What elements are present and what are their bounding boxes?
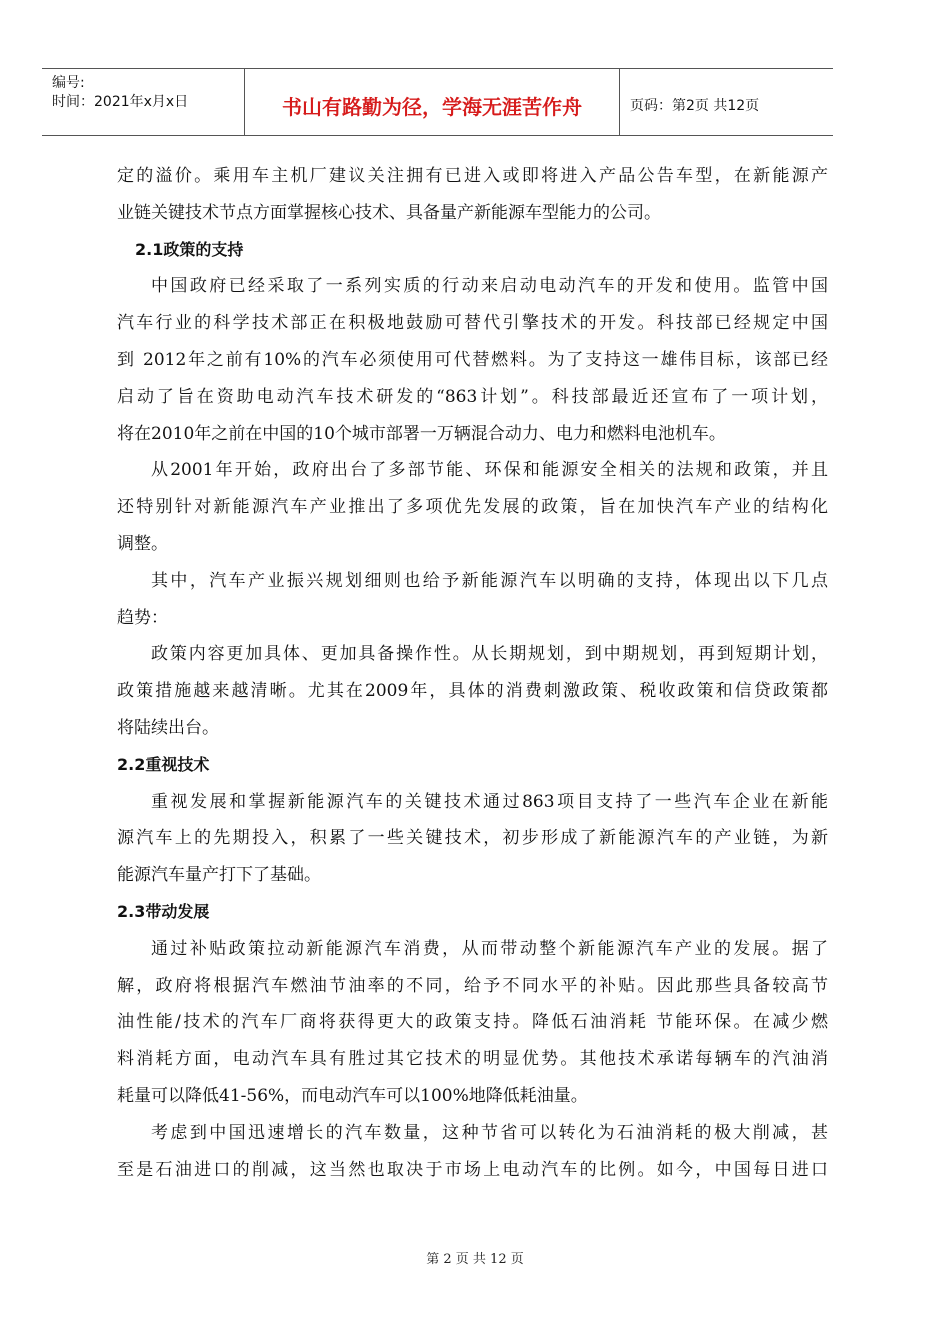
body-text-line: 调整。	[117, 533, 168, 554]
header-motto: 书山有路勤为径，学海无涯苦作舟	[282, 95, 582, 119]
body-text-line: 趋势：	[117, 607, 168, 628]
paragraph-first-line: 中国政府已经采取了一系列实质的行动来启动电动汽车的开发和使用。监管中国	[151, 276, 828, 297]
document-number-label: 编号:	[52, 75, 85, 91]
body-text-line: 将在2010年之前在中国的10个城市部署一万辆混合动力、电力和燃料电池机车。	[117, 423, 726, 444]
paragraph-first-line: 考虑到中国迅速增长的汽车数量，这种节省可以转化为石油消耗的极大削减，甚	[151, 1122, 828, 1143]
body-text-line: 料消耗方面，电动汽车具有胜过其它技术的明显优势。其他技术承诺每辆车的汽油消	[117, 1049, 828, 1070]
page-header	[42, 68, 833, 136]
body-text-line: 将陆续出台。	[117, 717, 219, 738]
paragraph-first-line: 其中，汽车产业振兴规划细则也给予新能源汽车以明确的支持，体现出以下几点	[151, 570, 828, 591]
section-heading: 2.1政策的支持	[135, 239, 244, 259]
body-text-line: 油性能/技术的汽车厂商将获得更大的政策支持。降低石油消耗 节能环保。在减少燃	[117, 1012, 828, 1033]
body-text-line: 还特别针对新能源汽车产业推出了多项优先发展的政策，旨在加快汽车产业的结构化	[117, 497, 828, 518]
body-text-line: 业链关键技术节点方面掌握核心技术、具备量产新能源车型能力的公司。	[117, 202, 661, 223]
paragraph-first-line: 从2001年开始，政府出台了多部节能、环保和能源安全相关的法规和政策，并且	[151, 460, 828, 481]
header-page-cell	[620, 69, 833, 135]
section-heading: 2.3带动发展	[117, 901, 210, 921]
body-text-line: 至是石油进口的削减，这当然也取决于市场上电动汽车的比例。如今，中国每日进口	[117, 1159, 828, 1180]
paragraph-first-line: 通过补贴政策拉动新能源汽车消费，从而带动整个新能源汽车产业的发展。据了	[151, 938, 828, 959]
header-page-info: 页码：第2页 共12页	[630, 98, 760, 114]
paragraph-first-line: 重视发展和掌握新能源汽车的关键技术通过863项目支持了一些汽车企业在新能	[151, 791, 828, 812]
document-time-label: 时间：2021年x月x日	[52, 94, 189, 110]
header-meta-cell	[42, 69, 245, 135]
body-text-line: 汽车行业的科学技术部正在积极地鼓励可替代引擎技术的开发。科技部已经规定中国	[117, 313, 828, 334]
header-motto-cell	[245, 69, 620, 135]
paragraph-first-line: 政策内容更加具体、更加具备操作性。从长期规划，到中期规划，再到短期计划，	[151, 644, 828, 665]
body-text-line: 源汽车上的先期投入，积累了一些关键技术，初步形成了新能源汽车的产业链，为新	[117, 828, 828, 849]
body-text-line: 解，政府将根据汽车燃油节油率的不同，给予不同水平的补贴。因此那些具备较高节	[117, 975, 828, 996]
document-body	[117, 158, 828, 1188]
body-text-line: 定的溢价。乘用车主机厂建议关注拥有已进入或即将进入产品公告车型，在新能源产	[117, 166, 828, 186]
body-text-line: 到 2012年之前有10%的汽车必须使用可代替燃料。为了支持这一雄伟目标，该部已经	[117, 349, 828, 370]
body-text-line: 耗量可以降低41-56%，而电动汽车可以100%地降低耗油量。	[117, 1085, 588, 1106]
page-footer: 第 2 页 共 12 页	[426, 1252, 524, 1267]
body-text-line: 能源汽车量产打下了基础。	[117, 865, 321, 886]
body-text-line: 启动了旨在资助电动汽车技术研发的“863计划”。科技部最近还宣布了一项计划，	[117, 386, 828, 407]
body-text-line: 政策措施越来越清晰。尤其在2009年，具体的消费刺激政策、税收政策和信贷政策都	[117, 681, 828, 702]
section-heading: 2.2重视技术	[117, 754, 210, 774]
